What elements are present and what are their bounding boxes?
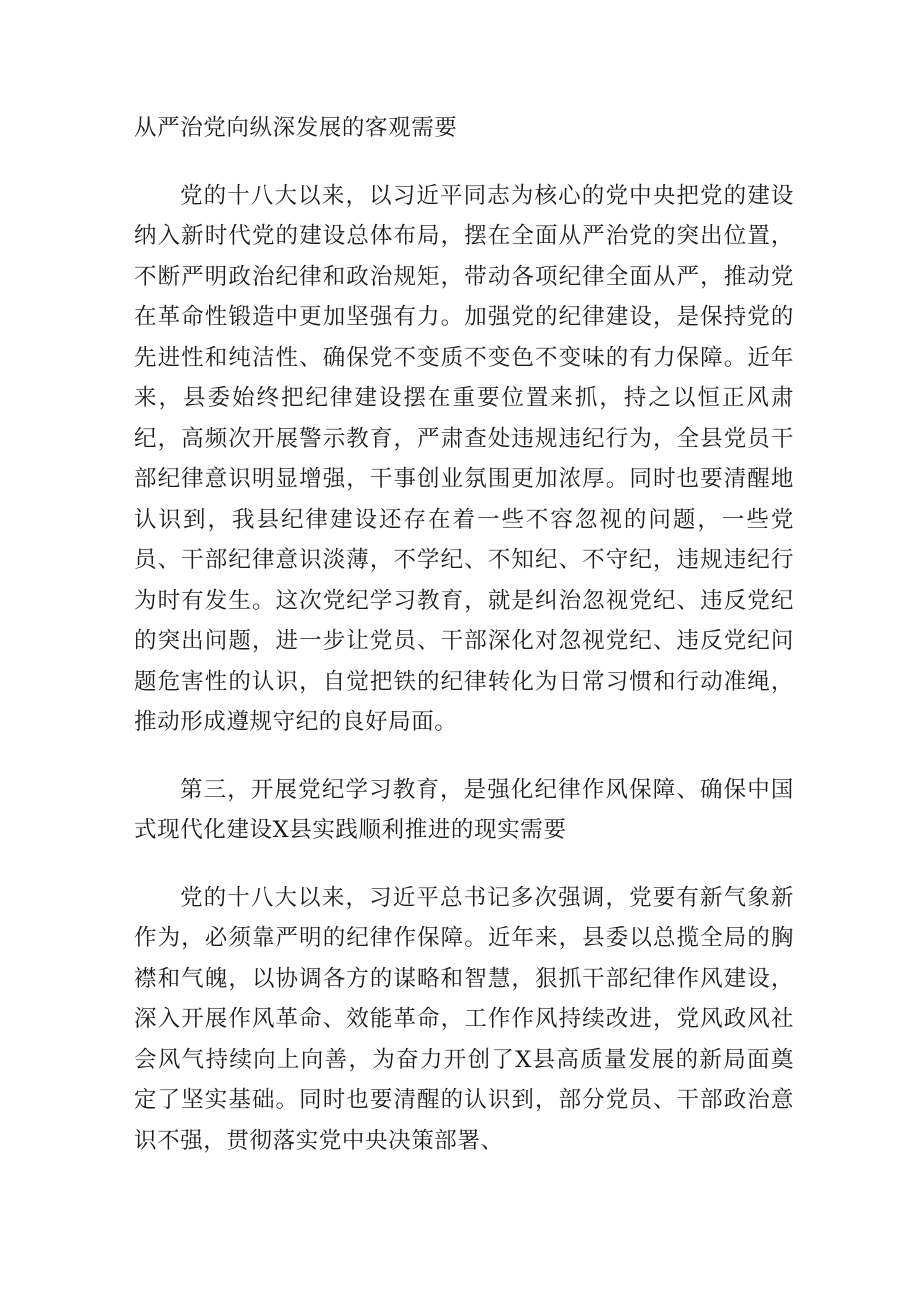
document-body [134, 108, 794, 1161]
paragraph-body-discipline: 党的十八大以来，以习近平同志为核心的党中央把党的建设纳入新时代党的建设总体布局，摆在全面从严治党的突出位置，不断严明政治纪律和政治规矩，带动各项纪律全面从严，推动党在革命性锻造中更加坚强有力。加强党的纪律建设，是保持党的先进性和纯洁性、确保党不变质不变色不变味的有力保障。近年来，县委始终把纪律建设摆在重要位置来抓，持之以恒正风肃纪，高频次开展警示教育，严肃查处违规违纪行为，全县党员干部纪律意识明显增强，干事创业氛围更加浓厚。同时也要清醒地认识到，我县纪律建设还存在着一些不容忽视的问题，一些党员、干部纪律意识淡薄，不学纪、不知纪、不守纪，违规违纪行为时有发生。这次党纪学习教育，就是纠治忽视党纪、违反党纪的突出问题，进一步让党员、干部深化对忽视党纪、违反党纪问题危害性的认识，自觉把铁的纪律转化为日常习惯和行动准绳，推动形成遵规守纪的良好局面。 [134, 182, 794, 735]
paragraph-body-style: 党的十八大以来，习近平总书记多次强调，党要有新气象新作为，必须靠严明的纪律作保障。近年来，县委以总揽全局的胸襟和气魄，以协调各方的谋略和智慧，狠抓干部纪律作风建设，深入开展作风革命、效能革命，工作作风持续改进，党风政风社会风气持续向上向善，为奋力开创了X县高质量发展的新局面奠定了坚实基础。同时也要清醒的认识到，部分党员、干部政治意识不强，贯彻落实党中央决策部署、 [134, 884, 794, 1154]
paragraph-heading-continuation: 从严治党向纵深发展的客观需要 [134, 115, 458, 141]
paragraph-heading-third: 第三，开展党纪学习教育，是强化纪律作风保障、确保中国式现代化建设X县实践顺利推进的现实需要 [134, 776, 794, 843]
